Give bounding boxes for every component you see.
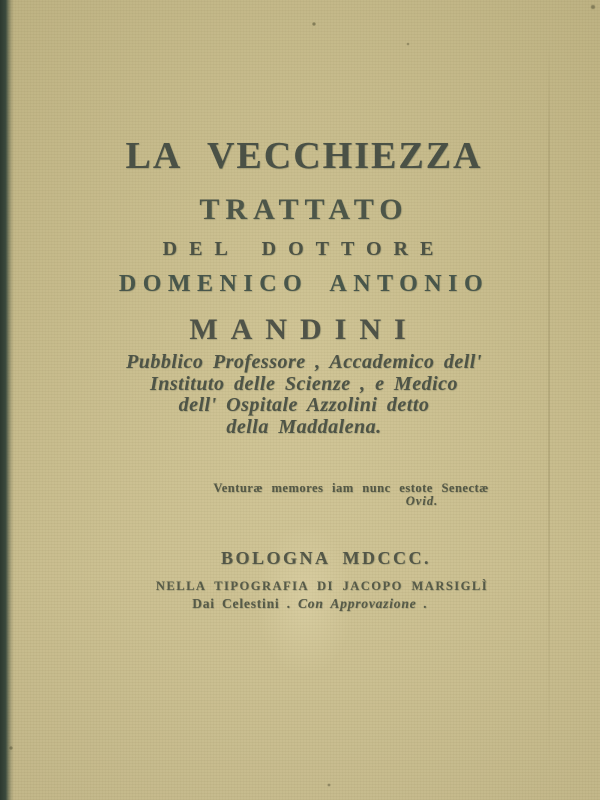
imprint-address [16,596,600,612]
title-page-text [10,0,598,800]
imprint-place-year: BOLOGNA MDCCC. [220,548,431,568]
author-surname: MANDINI [189,313,419,346]
author-first-names: DOMENICO ANTONIO [118,271,490,297]
credentials-line-4: della Maddalena. [226,415,382,438]
imprint-address-italic: Con Approvazione . [298,596,428,611]
credentials-line-3: dell' Ospitale Azzolini detto [178,394,430,416]
stain-specks [0,0,2,2]
credentials-line-1: Pubblico Professore , Accademico dell' [126,351,482,373]
author-intro-line: DEL DOTTORE [162,238,446,260]
imprint-address-roman: Dai Celestini . [192,596,291,611]
epigraph-quote: Venturæ memores iam nunc estote Senectæ [213,481,489,495]
imprint-printer: NELLA TIPOGRAFIA DI JACOPO MARSIGLÌ [155,579,489,593]
author-credentials [10,352,598,438]
book-subtitle: TRATTATO [199,193,409,226]
credentials-line-2: Instituto delle Scienze , e Medico [149,372,459,395]
epigraph-attribution: Ovid. [405,494,439,508]
book-title: LA VECCHIEZZA [125,135,483,177]
